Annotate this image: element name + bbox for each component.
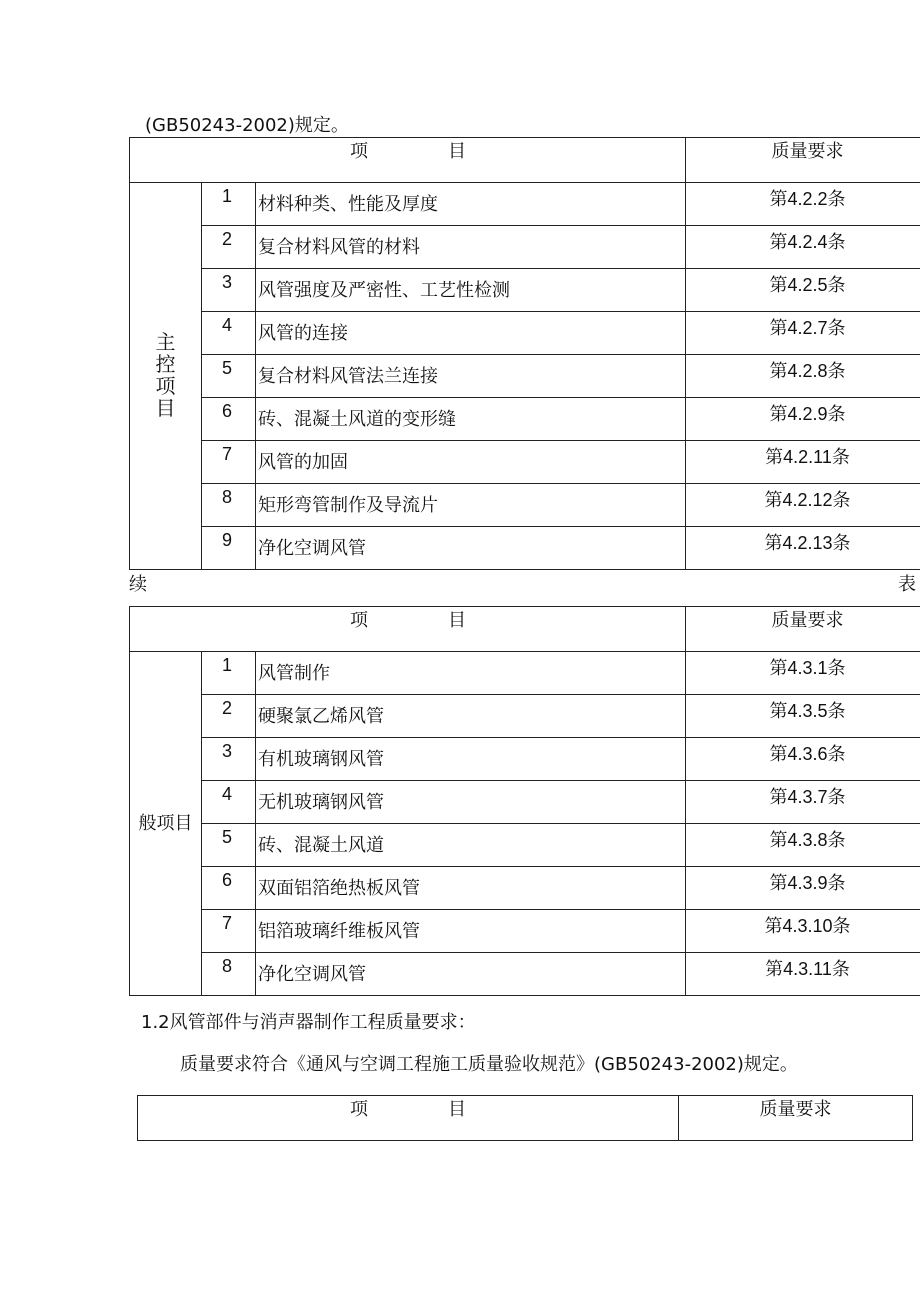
row-number-cell [202, 355, 256, 398]
table-row [130, 527, 920, 570]
row-item-name-cell [256, 226, 686, 269]
row-number-cell [202, 183, 256, 226]
row-clause: 第4.3.7条 [769, 787, 846, 807]
row-item-name: 复合材料风管法兰连接 [258, 366, 438, 387]
table-row [130, 738, 920, 781]
row-item-name: 风管的加固 [258, 452, 348, 473]
section-heading: 1.2风管部件与消声器制作工程质量要求： [141, 1012, 476, 1033]
row-item-name-cell [256, 484, 686, 527]
row-clause: 第4.3.10条 [764, 916, 851, 936]
row-item-name: 双面铝箔绝热板风管 [258, 878, 420, 899]
row-item-name: 硬聚氯乙烯风管 [258, 706, 384, 727]
table-row [130, 226, 920, 269]
row-number-cell [202, 824, 256, 867]
row-clause-cell [686, 953, 920, 996]
continued-left: 续 [129, 574, 147, 595]
row-clause-cell [686, 441, 920, 484]
row-number-cell [202, 527, 256, 570]
header-item-cell [138, 1096, 679, 1141]
row-clause-cell [686, 867, 920, 910]
row-clause-cell [686, 269, 920, 312]
header-item-label: 项 [350, 1099, 368, 1120]
row-clause-cell [686, 910, 920, 953]
row-number: 2 [222, 229, 233, 249]
header-item-label: 目 [448, 1099, 466, 1120]
row-item-name-cell [256, 695, 686, 738]
table-row [130, 910, 920, 953]
row-clause: 第4.2.5条 [769, 275, 846, 295]
general-items-table [129, 606, 920, 996]
row-clause-cell [686, 781, 920, 824]
row-item-name: 风管的连接 [258, 323, 348, 344]
row-number: 6 [222, 870, 233, 890]
row-number: 2 [222, 698, 233, 718]
header-item-label: 目 [448, 141, 466, 162]
row-number: 3 [222, 272, 233, 292]
table-header-row [130, 607, 920, 652]
parts-table [137, 1095, 913, 1141]
category-cell [130, 183, 202, 570]
row-item-name-cell [256, 527, 686, 570]
row-number: 3 [222, 741, 233, 761]
category-label: 主控项目 [155, 329, 176, 420]
row-number: 1 [222, 655, 233, 675]
row-item-name: 风管强度及严密性、工艺性检测 [258, 280, 510, 301]
row-clause: 第4.3.5条 [769, 701, 846, 721]
row-clause-cell [686, 355, 920, 398]
row-clause: 第4.2.11条 [765, 447, 850, 467]
header-requirement: 质量要求 [679, 1096, 913, 1141]
row-clause-cell [686, 652, 920, 695]
row-item-name-cell [256, 910, 686, 953]
row-number-cell [202, 695, 256, 738]
row-item-name-cell [256, 183, 686, 226]
row-number: 8 [222, 487, 233, 507]
row-number-cell [202, 269, 256, 312]
row-clause: 第4.3.11条 [765, 959, 850, 979]
table-row [130, 312, 920, 355]
row-item-name: 矩形弯管制作及导流片 [258, 495, 438, 516]
table-header-row [130, 138, 920, 183]
row-item-name-cell [256, 867, 686, 910]
row-item-name: 砖、混凝土风道 [258, 835, 384, 856]
row-number: 9 [222, 530, 233, 550]
row-number: 8 [222, 956, 233, 976]
table-row [130, 355, 920, 398]
table-row [130, 183, 920, 226]
row-clause: 第4.2.2条 [769, 189, 846, 209]
category-cell [130, 652, 202, 996]
header-requirement: 质量要求 [686, 138, 920, 183]
row-number-cell [202, 312, 256, 355]
row-clause: 第4.3.1条 [769, 658, 846, 678]
row-number: 7 [222, 444, 233, 464]
intro-text: (GB50243-2002)规定。 [145, 115, 349, 136]
row-clause-cell [686, 484, 920, 527]
row-number-cell [202, 226, 256, 269]
row-item-name: 净化空调风管 [258, 964, 366, 985]
row-item-name: 材料种类、性能及厚度 [258, 194, 438, 215]
row-number: 5 [222, 827, 233, 847]
table-row [130, 695, 920, 738]
row-number: 7 [222, 913, 233, 933]
row-clause-cell [686, 738, 920, 781]
header-item-cell [130, 607, 686, 652]
table-row [130, 867, 920, 910]
table-row [130, 953, 920, 996]
row-number-cell [202, 910, 256, 953]
continued-right: 表 [898, 574, 916, 595]
row-item-name-cell [256, 824, 686, 867]
row-clause: 第4.3.9条 [769, 873, 846, 893]
header-item-label: 项 [350, 610, 368, 631]
row-clause: 第4.2.4条 [769, 232, 846, 252]
table-row [130, 441, 920, 484]
row-number: 6 [222, 401, 233, 421]
row-item-name: 砖、混凝土风道的变形缝 [258, 409, 456, 430]
section-text: 质量要求符合《通风与空调工程施工质量验收规范》(GB50243-2002)规定。 [180, 1054, 798, 1075]
table-header-row [138, 1096, 913, 1141]
table-row [130, 398, 920, 441]
row-number-cell [202, 652, 256, 695]
row-item-name-cell [256, 738, 686, 781]
header-requirement: 质量要求 [686, 607, 920, 652]
row-clause-cell [686, 398, 920, 441]
row-number: 5 [222, 358, 233, 378]
table-row [130, 781, 920, 824]
row-clause-cell [686, 312, 920, 355]
row-clause: 第4.2.7条 [769, 318, 846, 338]
row-item-name: 铝箔玻璃纤维板风管 [258, 921, 420, 942]
row-item-name: 复合材料风管的材料 [258, 237, 420, 258]
row-number-cell [202, 398, 256, 441]
row-item-name-cell [256, 398, 686, 441]
row-number-cell [202, 441, 256, 484]
table-row [130, 652, 920, 695]
row-number: 4 [222, 784, 233, 804]
row-item-name: 净化空调风管 [258, 538, 366, 559]
row-clause-cell [686, 695, 920, 738]
row-number-cell [202, 781, 256, 824]
row-number-cell [202, 484, 256, 527]
header-item-cell [130, 138, 686, 183]
table-row [130, 824, 920, 867]
row-clause-cell [686, 226, 920, 269]
row-clause: 第4.2.12条 [764, 490, 851, 510]
row-clause: 第4.2.9条 [769, 404, 846, 424]
row-number-cell [202, 867, 256, 910]
row-clause-cell [686, 824, 920, 867]
row-number-cell [202, 953, 256, 996]
row-clause: 第4.3.8条 [769, 830, 846, 850]
row-number: 1 [222, 186, 233, 206]
header-item-label: 目 [448, 610, 466, 631]
main-control-items-table [129, 137, 920, 570]
category-label: 般项目 [138, 812, 193, 834]
row-number-cell [202, 738, 256, 781]
row-item-name-cell [256, 269, 686, 312]
row-clause-cell [686, 183, 920, 226]
row-item-name-cell [256, 953, 686, 996]
row-item-name-cell [256, 312, 686, 355]
row-clause: 第4.2.8条 [769, 361, 846, 381]
row-clause: 第4.2.13条 [764, 533, 851, 553]
header-item-label: 项 [350, 141, 368, 162]
row-item-name-cell [256, 441, 686, 484]
row-item-name: 风管制作 [258, 663, 330, 684]
row-number: 4 [222, 315, 233, 335]
row-item-name-cell [256, 355, 686, 398]
row-item-name: 有机玻璃钢风管 [258, 749, 384, 770]
row-item-name: 无机玻璃钢风管 [258, 792, 384, 813]
table-row [130, 269, 920, 312]
row-clause-cell [686, 527, 920, 570]
row-item-name-cell [256, 652, 686, 695]
row-item-name-cell [256, 781, 686, 824]
table-row [130, 484, 920, 527]
row-clause: 第4.3.6条 [769, 744, 846, 764]
